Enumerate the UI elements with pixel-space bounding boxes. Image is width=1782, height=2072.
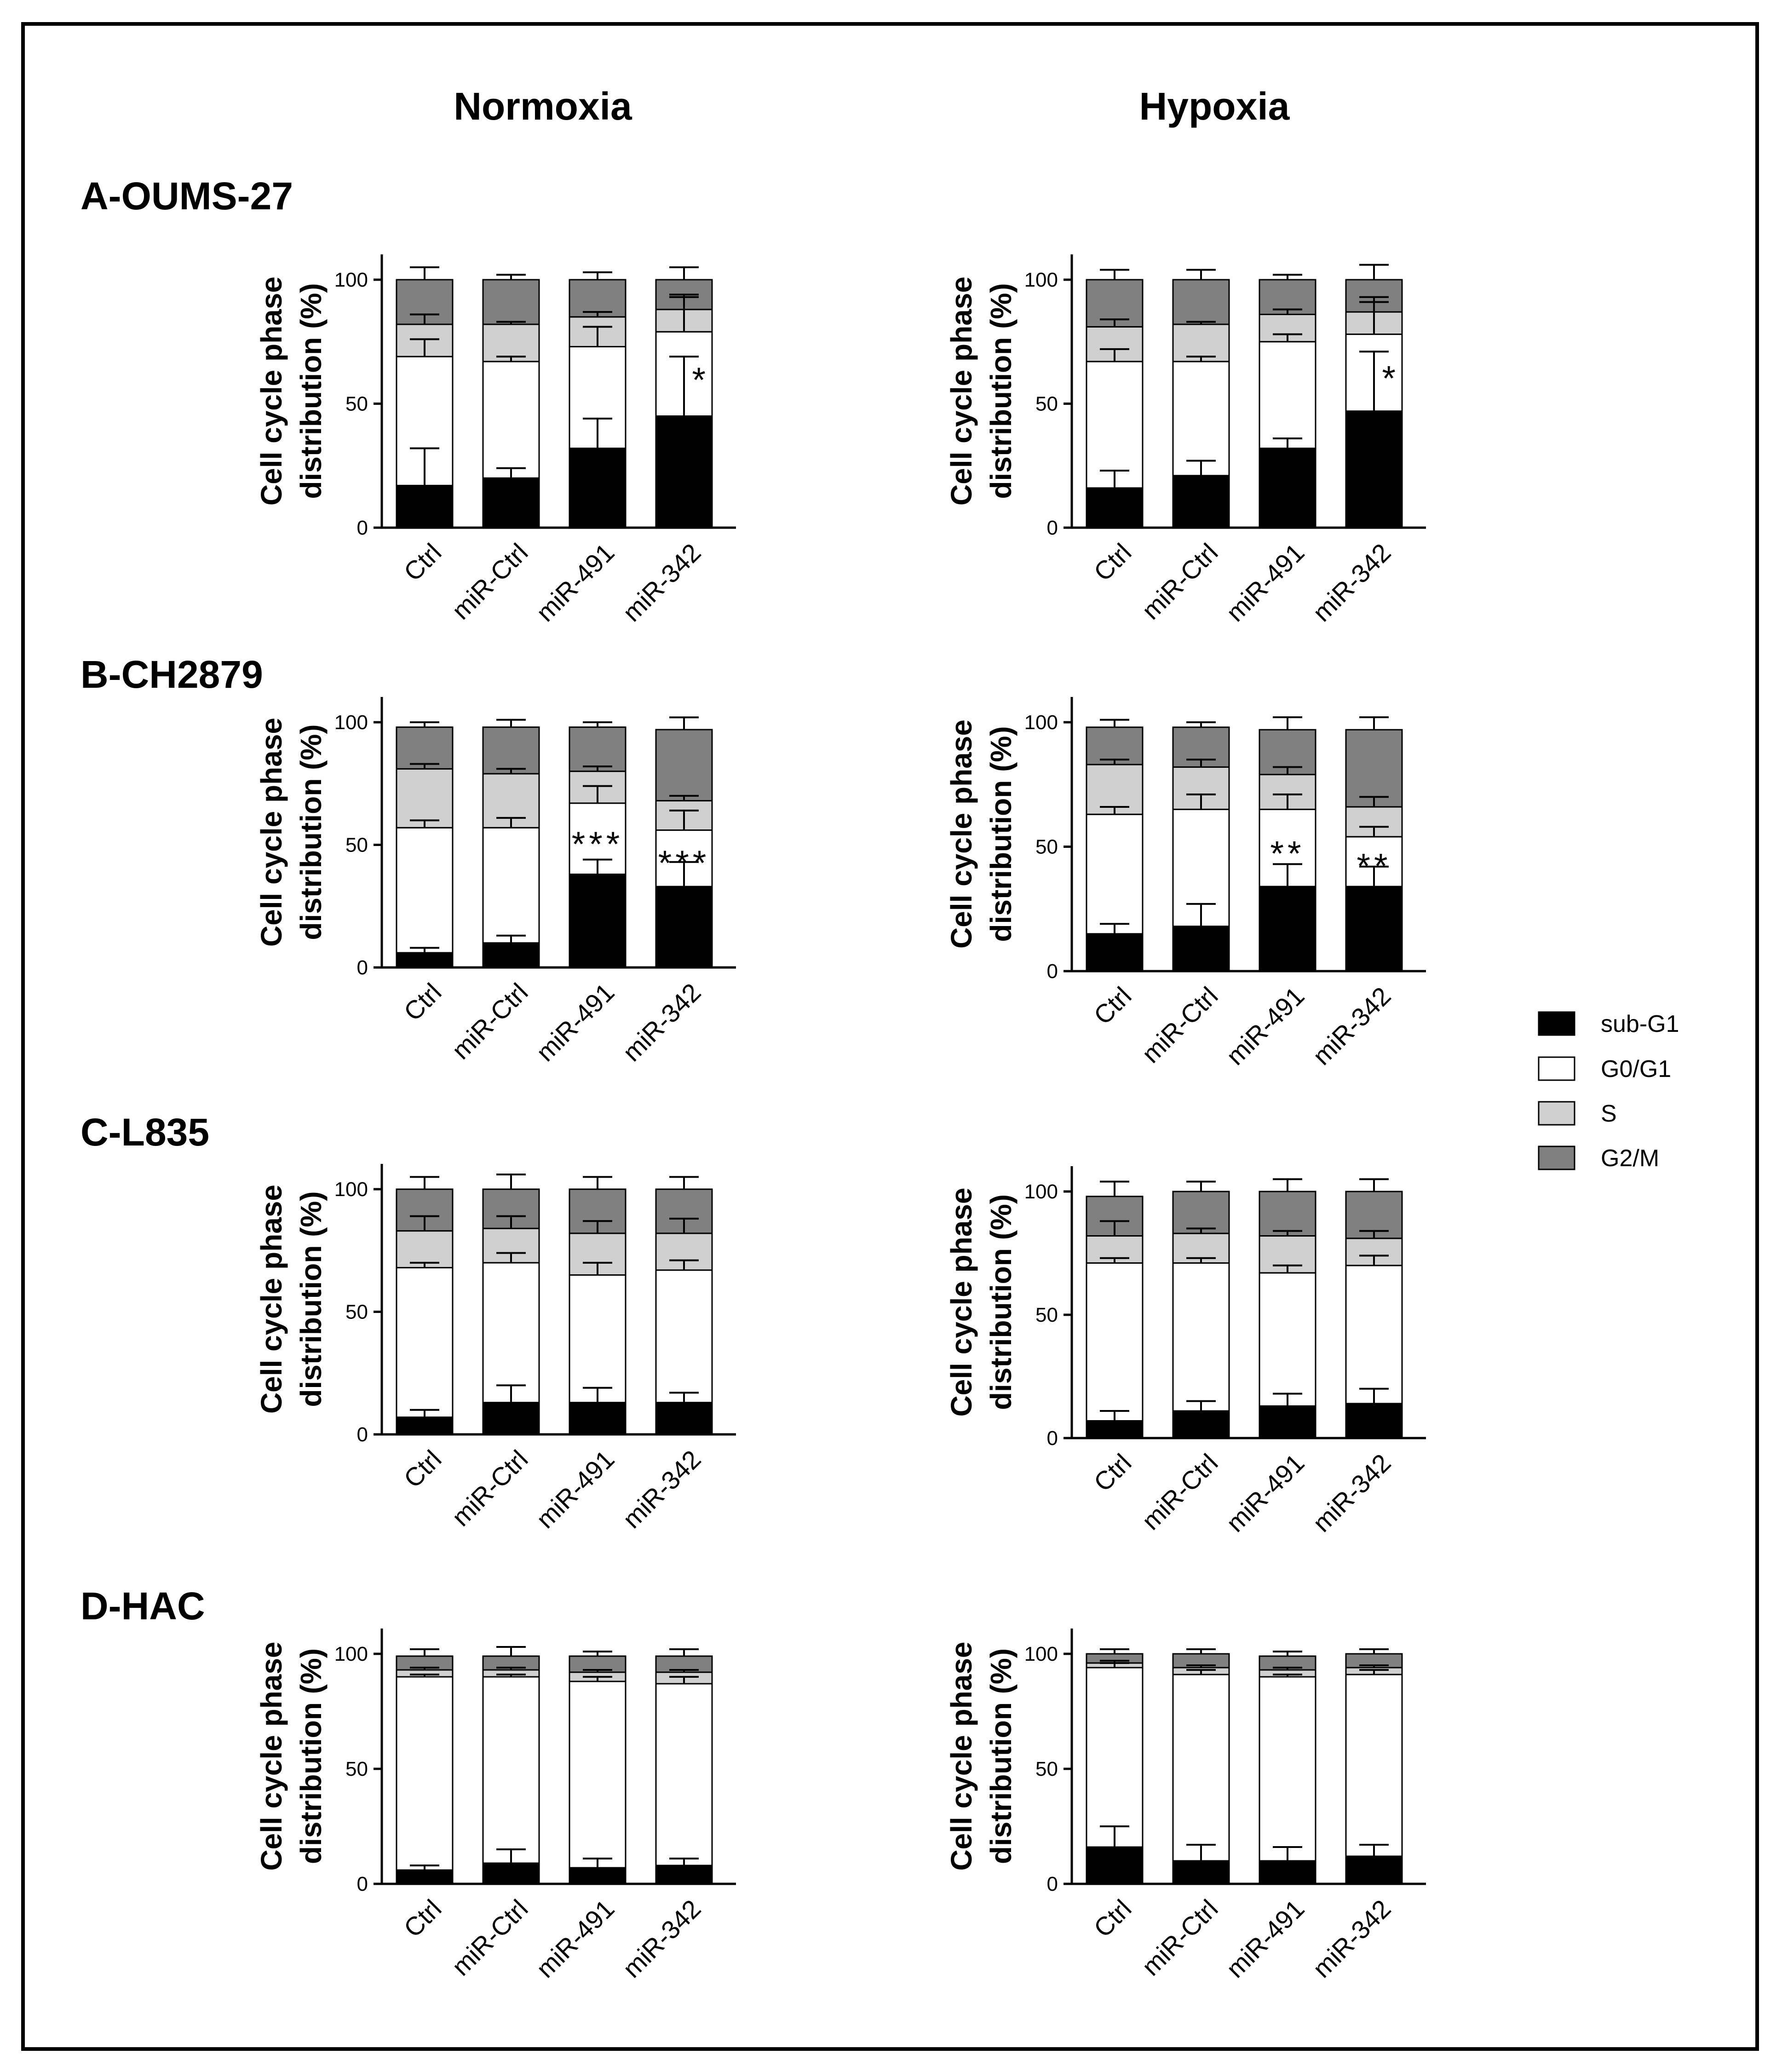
y-tick-label: 50 [345, 1758, 368, 1780]
bar-segment-sub-g1 [569, 1868, 626, 1884]
category-label: miR-491 [530, 1894, 620, 1984]
column-title-hypoxia: Hypoxia [1139, 85, 1290, 128]
bar-segment-sub-g1 [1086, 488, 1143, 528]
bar-segment-sub-g1 [1173, 927, 1229, 971]
significance-marker: * [692, 360, 709, 400]
category-label: miR-491 [530, 1444, 620, 1534]
y-axis-label [945, 276, 1017, 506]
category-label: miR-342 [617, 537, 707, 627]
y-tick-label: 100 [334, 1643, 368, 1665]
bar-segment-sub-g1 [656, 416, 712, 528]
bar-segment-g0-g1 [569, 1275, 626, 1403]
bar-segment-g0-g1 [483, 828, 539, 943]
bar-segment-g0-g1 [1346, 1266, 1402, 1404]
bar-segment-sub-g1 [1259, 449, 1316, 528]
category-label: miR-342 [1307, 1894, 1397, 1984]
y-axis-label-line: Cell cycle phase [255, 717, 288, 947]
bar-segment-sub-g1 [1086, 1421, 1143, 1438]
bar-segment-g2-m [1259, 1191, 1316, 1236]
bar-segment-g2-m [1173, 1191, 1229, 1233]
bar-segment-g0-g1 [483, 362, 539, 478]
y-tick-label: 0 [1046, 517, 1058, 539]
bar-segment-s [397, 769, 453, 828]
y-axis-label [945, 1187, 1017, 1416]
significance-marker: *** [658, 843, 710, 883]
bar-segment-sub-g1 [1173, 476, 1229, 528]
category-label: miR-342 [1307, 537, 1397, 627]
y-axis-label [945, 719, 1017, 949]
y-tick-label: 0 [1046, 960, 1058, 983]
bar-segment-g2-m [656, 730, 712, 801]
bar-segment-g2-m [569, 727, 626, 771]
y-tick-label: 0 [356, 1873, 368, 1895]
panel-label-c: C-L835 [80, 1111, 210, 1154]
bar-segment-sub-g1 [397, 1870, 453, 1884]
bar-segment-g0-g1 [1086, 362, 1143, 488]
panel-label-b: B-CH2879 [80, 653, 263, 696]
bar-segment-g0-g1 [656, 1684, 712, 1865]
y-axis-label-line: distribution (%) [294, 283, 328, 499]
y-tick-label: 0 [356, 517, 368, 539]
bar-segment-g0-g1 [397, 1677, 453, 1870]
bar-segment-sub-g1 [1259, 1861, 1316, 1884]
legend-label-g0-g1: G0/G1 [1601, 1056, 1672, 1082]
category-label: miR-Ctrl [446, 977, 534, 1065]
bar-segment-g0-g1 [656, 1270, 712, 1403]
chart-d-hac-hypoxia [945, 1629, 1426, 1983]
category-label: miR-342 [617, 1894, 707, 1984]
y-tick-label: 100 [334, 711, 368, 734]
bar-segment-sub-g1 [397, 485, 453, 528]
bar-segment-sub-g1 [1259, 1406, 1316, 1438]
bar-segment-g0-g1 [397, 828, 453, 953]
bar-segment-g0-g1 [1259, 1677, 1316, 1861]
y-tick-label: 50 [1035, 835, 1058, 858]
bar-segment-sub-g1 [656, 1865, 712, 1884]
y-axis-label-line: Cell cycle phase [255, 276, 288, 506]
category-label: miR-491 [1220, 1894, 1310, 1984]
bar-segment-sub-g1 [1086, 1847, 1143, 1884]
y-tick-label: 100 [1024, 711, 1058, 734]
category-label: miR-Ctrl [1136, 1448, 1224, 1536]
bar-segment-g0-g1 [1086, 1668, 1143, 1847]
bar-segment-g0-g1 [1173, 1675, 1229, 1861]
panel-label-d: D-HAC [80, 1584, 205, 1628]
y-tick-label: 50 [1035, 1758, 1058, 1780]
bar-segment-sub-g1 [569, 874, 626, 967]
bar-segment-g2-m [1346, 730, 1402, 807]
y-axis-label-line: distribution (%) [984, 726, 1017, 942]
category-label: miR-491 [530, 537, 620, 627]
category-label: Ctrl [1088, 1894, 1137, 1943]
y-axis-label-line: distribution (%) [984, 1194, 1017, 1410]
bar-segment-sub-g1 [483, 1403, 539, 1434]
bar-segment-g0-g1 [483, 1263, 539, 1403]
category-label: miR-Ctrl [446, 1444, 534, 1532]
chart-d-hac-normoxia [255, 1629, 736, 1983]
category-label: miR-491 [1220, 537, 1310, 627]
legend-swatch-g0-g1 [1539, 1057, 1575, 1080]
legend-label-s: S [1601, 1100, 1617, 1127]
legend-label-sub-g1: sub-G1 [1601, 1011, 1679, 1037]
category-label: Ctrl [1088, 1448, 1137, 1497]
bar-segment-sub-g1 [483, 943, 539, 967]
category-label: miR-342 [617, 977, 707, 1067]
category-label: miR-342 [1307, 1448, 1397, 1538]
y-tick-label: 100 [1024, 269, 1058, 291]
bar-segment-g0-g1 [1173, 362, 1229, 476]
y-tick-label: 0 [356, 1423, 368, 1446]
bar-segment-sub-g1 [1173, 1411, 1229, 1438]
y-tick-label: 50 [1035, 1304, 1058, 1326]
legend-swatch-sub-g1 [1539, 1012, 1575, 1035]
category-label: Ctrl [1088, 981, 1137, 1030]
significance-marker: *** [571, 824, 624, 864]
bar-segment-g0-g1 [1346, 1675, 1402, 1856]
bar-segment-sub-g1 [397, 1417, 453, 1434]
category-label: miR-Ctrl [446, 1894, 534, 1981]
y-axis-label-line: Cell cycle phase [945, 276, 978, 506]
category-label: Ctrl [1088, 537, 1137, 587]
y-axis-label-line: distribution (%) [984, 1648, 1017, 1865]
bar-segment-sub-g1 [397, 953, 453, 967]
y-tick-label: 100 [1024, 1643, 1058, 1665]
category-label: Ctrl [398, 537, 447, 587]
y-axis-label-line: distribution (%) [984, 283, 1017, 499]
category-label: miR-491 [1220, 981, 1310, 1071]
category-label: miR-491 [530, 977, 620, 1067]
legend-swatch-s [1539, 1102, 1575, 1125]
y-axis-label [945, 1641, 1017, 1871]
y-axis-label [255, 1641, 328, 1871]
bar-segment-g0-g1 [1086, 814, 1143, 934]
bar-segment-sub-g1 [569, 1403, 626, 1434]
chart-a-oums-27-hypoxia [945, 254, 1426, 627]
significance-marker: ** [1357, 846, 1391, 886]
category-label: miR-491 [1220, 1448, 1310, 1538]
bar-segment-sub-g1 [483, 478, 539, 528]
y-axis-label-line: Cell cycle phase [945, 719, 978, 949]
bar-segment-g2-m [397, 727, 453, 769]
category-label: miR-342 [617, 1444, 707, 1534]
y-axis-label [255, 276, 328, 506]
category-label: miR-Ctrl [1136, 981, 1224, 1069]
bar-segment-g0-g1 [397, 1268, 453, 1417]
chart-c-l835-hypoxia [945, 1166, 1426, 1537]
category-label: Ctrl [398, 977, 447, 1027]
y-tick-label: 100 [334, 269, 368, 291]
y-tick-label: 50 [345, 834, 368, 857]
bar-segment-sub-g1 [1346, 1856, 1402, 1884]
bar-segment-g0-g1 [1259, 342, 1316, 449]
chart-b-ch2879-normoxia [255, 697, 736, 1067]
category-label: miR-342 [1307, 981, 1397, 1071]
bar-segment-sub-g1 [1259, 886, 1316, 971]
y-tick-label: 50 [345, 1301, 368, 1324]
bar-segment-sub-g1 [483, 1863, 539, 1884]
y-axis-label-line: distribution (%) [294, 724, 328, 940]
y-tick-label: 50 [345, 392, 368, 415]
charts-layer [255, 254, 1426, 1983]
bar-segment-g0-g1 [1173, 1263, 1229, 1411]
y-axis-label-line: distribution (%) [294, 1648, 328, 1865]
bar-segment-sub-g1 [1086, 934, 1143, 971]
bar-segment-sub-g1 [1346, 1404, 1402, 1438]
y-tick-label: 0 [1046, 1427, 1058, 1450]
y-tick-label: 50 [1035, 392, 1058, 415]
legend [1539, 1011, 1679, 1172]
category-label: miR-Ctrl [1136, 1894, 1224, 1981]
bar-segment-g0-g1 [1259, 1273, 1316, 1406]
y-axis-label [255, 718, 328, 947]
panel-label-a: A-OUMS-27 [80, 174, 293, 218]
y-tick-label: 100 [334, 1178, 368, 1201]
y-axis-label-line: Cell cycle phase [945, 1187, 978, 1417]
y-tick-label: 100 [1024, 1180, 1058, 1203]
bar-segment-g2-m [483, 727, 539, 774]
bar-segment-g2-m [483, 280, 539, 324]
bar-segment-sub-g1 [656, 1403, 712, 1434]
y-axis-label-line: distribution (%) [294, 1191, 328, 1407]
bar-segment-sub-g1 [1173, 1861, 1229, 1884]
bar-segment-sub-g1 [569, 449, 626, 528]
legend-swatch-g2-m [1539, 1146, 1575, 1169]
y-axis-label [255, 1185, 328, 1414]
category-label: miR-Ctrl [1136, 537, 1224, 625]
significance-marker: ** [1270, 834, 1305, 874]
bar-segment-g0-g1 [483, 1677, 539, 1863]
chart-c-l835-normoxia [255, 1164, 736, 1534]
bar-segment-sub-g1 [1346, 411, 1402, 528]
bar-segment-sub-g1 [656, 886, 712, 967]
chart-a-oums-27-normoxia [255, 254, 736, 627]
category-label: Ctrl [398, 1894, 447, 1943]
y-axis-label-line: Cell cycle phase [255, 1184, 288, 1414]
bar-segment-g2-m [1173, 280, 1229, 324]
bar-segment-g0-g1 [569, 1681, 626, 1868]
legend-label-g2-m: G2/M [1601, 1145, 1660, 1172]
bar-segment-sub-g1 [1346, 886, 1402, 971]
column-title-normoxia: Normoxia [454, 85, 632, 128]
bar-segment-g0-g1 [1086, 1263, 1143, 1421]
category-label: miR-Ctrl [446, 537, 534, 625]
y-tick-label: 0 [1046, 1873, 1058, 1895]
chart-b-ch2879-hypoxia [945, 697, 1426, 1071]
y-axis-label-line: Cell cycle phase [255, 1641, 288, 1871]
category-label: Ctrl [398, 1444, 447, 1494]
y-axis-label-line: Cell cycle phase [945, 1641, 978, 1871]
significance-marker: * [1382, 359, 1399, 398]
y-tick-label: 0 [356, 956, 368, 979]
